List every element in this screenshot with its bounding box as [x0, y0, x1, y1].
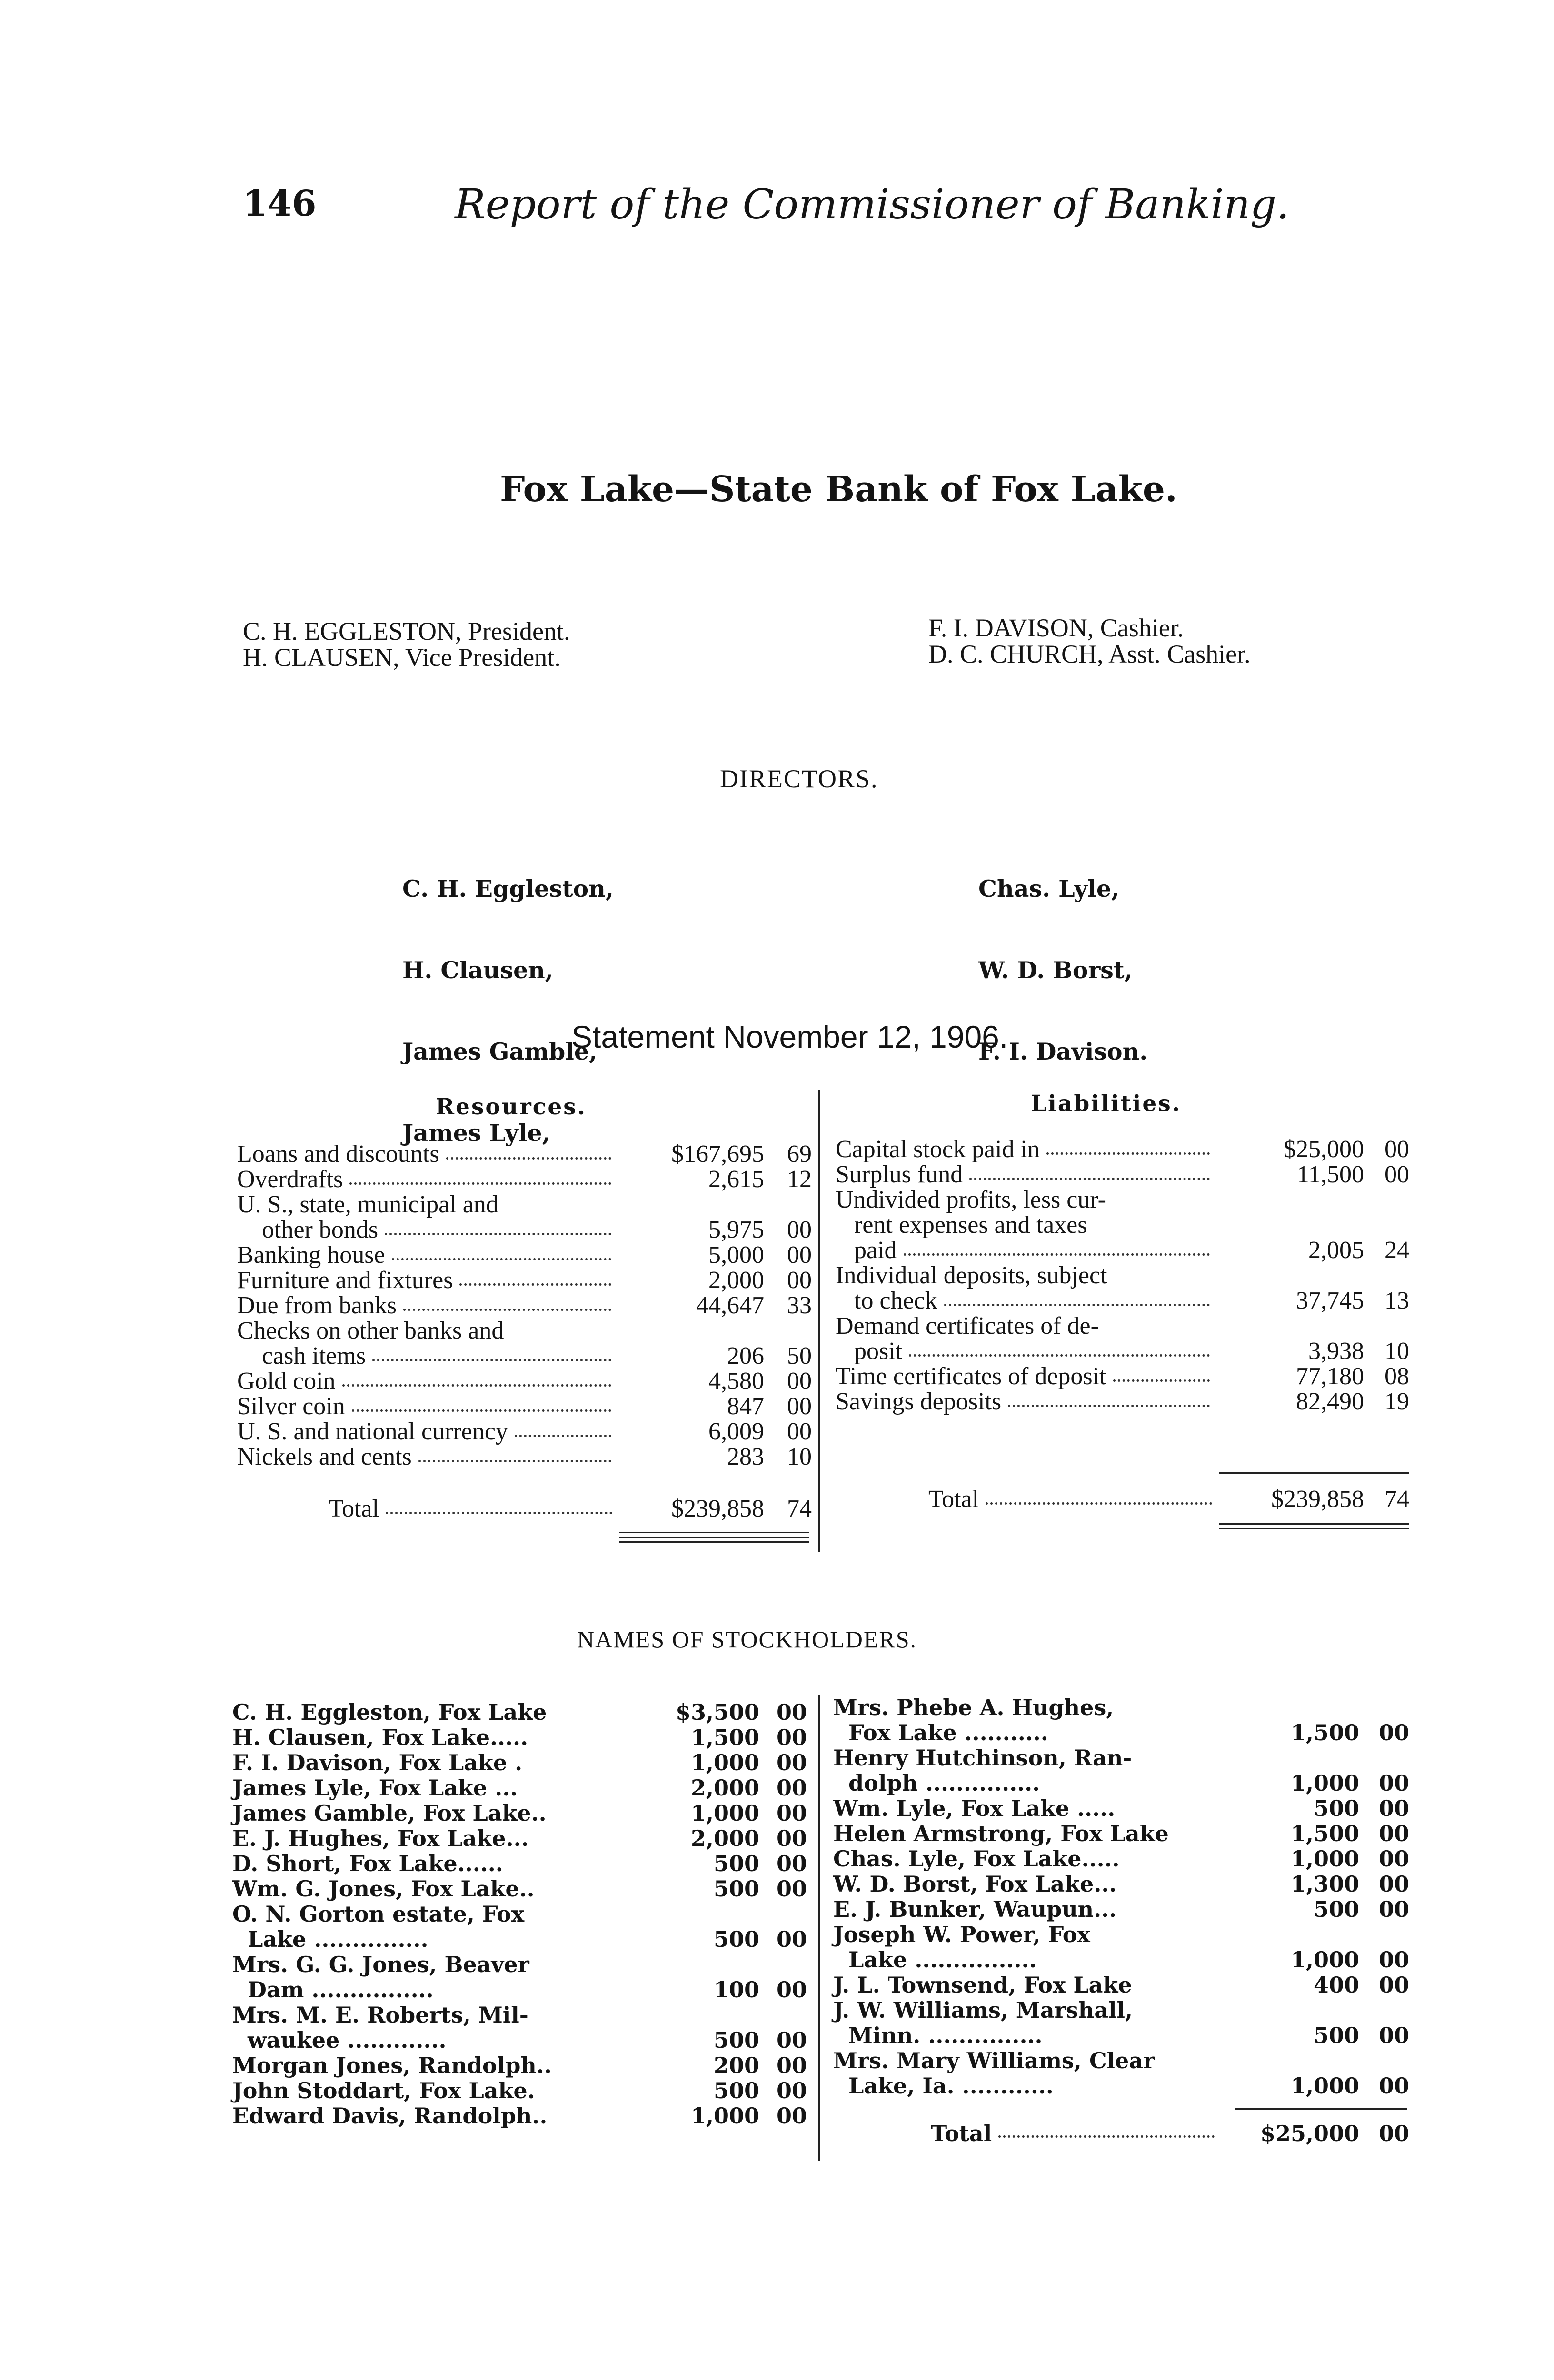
- resources-total-rule: [619, 1541, 809, 1543]
- directors-heading: DIRECTORS.: [720, 764, 878, 793]
- director-name: H. Clausen,: [402, 956, 553, 984]
- resource-row-label: Loans and discounts: [237, 1140, 439, 1168]
- stockholder-row: [232, 2078, 623, 2103]
- stockholder-row: [232, 2002, 623, 2028]
- resource-row: [237, 1418, 618, 1446]
- liability-row-label: to check: [836, 1287, 937, 1314]
- stockholder-row-cents: 00: [776, 2103, 807, 2129]
- liability-row-label: Surplus fund: [836, 1161, 963, 1188]
- stockholder-row: [232, 2027, 623, 2053]
- resource-row-label: Furniture and fixtures: [237, 1267, 453, 1294]
- stockholder-row: [833, 1922, 1224, 1947]
- stockholder-row-cents: 00: [1378, 1821, 1409, 1846]
- stockholder-row-cents: 00: [776, 1775, 807, 1801]
- resource-row-dollars: 4,580: [708, 1368, 764, 1395]
- stockholder-row-label: C. H. Eggleston, Fox Lake: [232, 1699, 547, 1725]
- stockholder-row: [833, 1997, 1224, 2023]
- stockholder-row-dollars: 500: [1313, 1896, 1359, 1922]
- stockholder-row-label: Mrs. G. G. Jones, Beaver: [232, 1952, 529, 1977]
- director-name: F. I. Davison.: [978, 1038, 1148, 1065]
- stockholders-heading: NAMES OF STOCKHOLDERS.: [577, 1626, 917, 1653]
- resource-row: [237, 1317, 618, 1345]
- stockholder-row-label: H. Clausen, Fox Lake.....: [232, 1725, 528, 1750]
- page-number: 146: [243, 183, 317, 224]
- stockholder-row-label: Fox Lake ...........: [833, 1720, 1048, 1745]
- officer-vice-president: H. CLAUSEN, Vice President.: [243, 643, 561, 672]
- stockholder-row-label: E. J. Bunker, Waupun...: [833, 1896, 1117, 1922]
- stockholder-row-dollars: 500: [713, 1851, 759, 1876]
- stockholder-row-label: waukee .............: [232, 2027, 447, 2053]
- stockholder-row: [232, 1952, 623, 1977]
- stockholder-row-label: J. W. Williams, Marshall,: [833, 1997, 1133, 2023]
- stockholder-row: [232, 2103, 623, 2129]
- stockholder-row-label: O. N. Gorton estate, Fox: [232, 1901, 525, 1927]
- liabilities-total-rule: [1219, 1472, 1409, 1474]
- resource-row-cents: 00: [787, 1393, 812, 1420]
- stockholder-row-label: Morgan Jones, Randolph..: [232, 2053, 552, 2078]
- resource-row-cents: 00: [787, 1368, 812, 1395]
- dot-leader: [909, 1354, 1210, 1357]
- liability-row-dollars: 77,180: [1296, 1363, 1364, 1390]
- stockholder-row-dollars: 500: [713, 2078, 759, 2103]
- stockholder-row-cents: 00: [1378, 2023, 1409, 2048]
- stockholder-row-label: Wm. Lyle, Fox Lake .....: [833, 1795, 1116, 1821]
- resource-row-label: Overdrafts: [237, 1166, 343, 1193]
- bank-title: Fox Lake—State Bank of Fox Lake.: [500, 469, 1177, 510]
- resource-row-dollars: 2,000: [708, 1267, 764, 1294]
- stockholder-row-dollars: 400: [1313, 1972, 1359, 1998]
- liabilities-heading: Liabilities.: [1031, 1091, 1182, 1117]
- liability-row-label: Time certificates of deposit: [836, 1363, 1106, 1390]
- stockholder-row-cents: 00: [1378, 1947, 1409, 1973]
- officer-asst-cashier: D. C. CHURCH, Asst. Cashier.: [928, 640, 1251, 668]
- resource-row-cents: 69: [787, 1140, 812, 1168]
- liability-row: [836, 1337, 1216, 1365]
- stockholder-row: [833, 2073, 1224, 2099]
- stockholder-row: [232, 1699, 623, 1725]
- stockholders-column-divider: [818, 1695, 820, 2161]
- stockholder-row: [232, 1851, 623, 1876]
- officer-cashier: F. I. DAVISON, Cashier.: [928, 614, 1184, 642]
- liability-row: [836, 1211, 1216, 1239]
- stockholder-row-cents: 00: [776, 1926, 807, 1952]
- stockholder-row: [232, 1750, 623, 1775]
- liability-row-label: Demand certificates of de-: [836, 1312, 1099, 1339]
- stockholder-row-label: W. D. Borst, Fox Lake...: [833, 1871, 1117, 1897]
- stockholder-row-label: F. I. Davison, Fox Lake .: [232, 1750, 523, 1775]
- liability-row: [836, 1186, 1216, 1214]
- stockholder-row-label: E. J. Hughes, Fox Lake...: [232, 1825, 529, 1851]
- stockholders-total-rule: [1235, 2108, 1407, 2110]
- liability-row-label: Capital stock paid in: [836, 1136, 1040, 1163]
- resource-row: [237, 1241, 618, 1269]
- stockholder-row-dollars: 2,000: [690, 1825, 759, 1851]
- stockholder-row-cents: 00: [776, 1800, 807, 1826]
- stockholder-row: [232, 1775, 623, 1801]
- stockholder-row-label: Edward Davis, Randolph..: [232, 2103, 548, 2129]
- stockholder-row-dollars: 1,000: [690, 1800, 759, 1826]
- stockholder-row-cents: 00: [776, 1977, 807, 2003]
- stockholder-row-label: Mrs. M. E. Roberts, Mil-: [232, 2002, 528, 2028]
- liability-row-cents: 08: [1385, 1363, 1409, 1390]
- resource-row: [237, 1392, 618, 1420]
- liability-row-dollars: 37,745: [1296, 1287, 1364, 1314]
- liability-row-label: Undivided profits, less cur-: [836, 1186, 1106, 1213]
- resources-total-rule: [619, 1532, 809, 1533]
- resource-row-label: U. S., state, municipal and: [237, 1191, 498, 1218]
- stockholder-row-cents: 00: [776, 1876, 807, 1902]
- resource-row-label: Gold coin: [237, 1368, 336, 1395]
- stockholder-row-dollars: 500: [713, 1926, 759, 1952]
- resource-row-dollars: 206: [727, 1342, 764, 1369]
- resources-total-rule: [619, 1537, 809, 1538]
- resource-row-label: Checks on other banks and: [237, 1317, 504, 1344]
- stockholder-row-label: Dam ................: [232, 1977, 434, 2003]
- stockholder-row-cents: 00: [776, 1825, 807, 1851]
- statement-heading: Statement November 12, 1906.: [571, 1019, 1008, 1054]
- stockholder-row-label: Wm. G. Jones, Fox Lake..: [232, 1876, 535, 1902]
- liability-row-cents: 24: [1385, 1237, 1409, 1264]
- stockholder-row-dollars: 1,000: [1290, 1947, 1359, 1973]
- stockholder-row-label: Mrs. Mary Williams, Clear: [833, 2048, 1155, 2073]
- resource-row: [237, 1291, 618, 1319]
- stockholder-row-cents: 00: [1378, 1720, 1409, 1745]
- stockholder-row-cents: 00: [1378, 1846, 1409, 1872]
- resource-row-cents: 00: [787, 1216, 812, 1243]
- stockholders-total-row-dollars: $25,000: [1260, 2121, 1359, 2146]
- stockholder-row-dollars: 1,000: [690, 1750, 759, 1775]
- stockholder-row: [833, 1972, 1224, 1998]
- director-name: C. H. Eggleston,: [402, 875, 614, 902]
- stockholder-row: [833, 1720, 1224, 1745]
- dot-leader: [352, 1409, 611, 1412]
- stockholder-row: [232, 1725, 623, 1750]
- resource-row: [237, 1443, 618, 1471]
- stockholder-row-label: Lake ...............: [232, 1926, 428, 1952]
- resource-row: [237, 1165, 618, 1193]
- stockholder-row: [833, 1947, 1224, 1973]
- resource-row: [237, 1266, 618, 1294]
- stockholder-row-dollars: 1,500: [690, 1725, 759, 1750]
- liability-row-label: posit: [836, 1338, 903, 1365]
- liability-row: [836, 1261, 1216, 1289]
- statement-column-divider: [818, 1090, 820, 1552]
- liability-row: [836, 1388, 1216, 1416]
- liability-row-label: Individual deposits, subject: [836, 1262, 1107, 1289]
- resource-row-label: Silver coin: [237, 1393, 345, 1420]
- stockholder-row-cents: 00: [1378, 1871, 1409, 1897]
- stockholder-row-cents: 00: [776, 1699, 807, 1725]
- resource-row: [237, 1140, 618, 1168]
- stockholder-row-label: Chas. Lyle, Fox Lake.....: [833, 1846, 1120, 1872]
- stockholder-row: [833, 1770, 1224, 1796]
- stockholder-row-cents: 00: [1378, 1972, 1409, 1998]
- liability-row-label: Savings deposits: [836, 1388, 1002, 1415]
- stockholder-row-dollars: 1,500: [1290, 1821, 1359, 1846]
- stockholder-row-label: Joseph W. Power, Fox: [833, 1922, 1090, 1947]
- resources-total-row-label: Total: [329, 1495, 379, 1522]
- stockholder-row: [232, 1901, 623, 1927]
- resource-row-label: U. S. and national currency: [237, 1418, 508, 1445]
- resource-row-cents: 50: [787, 1342, 812, 1369]
- liability-row: [836, 1287, 1216, 1315]
- stockholder-row-cents: 00: [776, 1851, 807, 1876]
- stockholder-row-label: Lake ................: [833, 1947, 1037, 1973]
- stockholder-row: [833, 1745, 1224, 1771]
- dot-leader: [342, 1384, 611, 1387]
- liability-row-cents: 19: [1385, 1388, 1409, 1415]
- liability-row-dollars: $25,000: [1284, 1136, 1364, 1163]
- stockholder-row: [232, 1926, 623, 1952]
- stockholders-total-row-cents: 00: [1378, 2121, 1409, 2146]
- stockholder-row-cents: 00: [776, 2027, 807, 2053]
- stockholder-row-dollars: 100: [713, 1977, 759, 2003]
- stockholders-total-row-label: Total: [931, 2121, 992, 2146]
- stockholder-row-cents: 00: [1378, 1770, 1409, 1796]
- resources-total-row-dollars: $239,858: [671, 1495, 764, 1522]
- resource-row-dollars: 5,975: [708, 1216, 764, 1243]
- liabilities-total-row-label: Total: [928, 1486, 979, 1513]
- stockholder-row-cents: 00: [776, 1750, 807, 1775]
- resource-row-dollars: 5,000: [708, 1241, 764, 1269]
- stockholder-row-cents: 00: [776, 2053, 807, 2078]
- resource-row-cents: 00: [787, 1241, 812, 1269]
- resource-row-label: Due from banks: [237, 1292, 397, 1319]
- resource-row: [237, 1342, 618, 1370]
- resource-row-dollars: 2,615: [708, 1166, 764, 1193]
- stockholder-row-dollars: 1,000: [1290, 2073, 1359, 2099]
- stockholder-row: [833, 2048, 1224, 2073]
- stockholder-row: [833, 2023, 1224, 2048]
- stockholder-row-dollars: 500: [713, 1876, 759, 1902]
- liability-row-dollars: 2,005: [1308, 1237, 1364, 1264]
- resource-row-cents: 12: [787, 1166, 812, 1193]
- director-name: James Gamble,: [402, 1038, 598, 1065]
- stockholder-row-dollars: 200: [713, 2053, 759, 2078]
- stockholder-row-dollars: 1,000: [1290, 1770, 1359, 1796]
- officer-president: C. H. EGGLESTON, President.: [243, 617, 570, 645]
- stockholder-row: [833, 1871, 1224, 1897]
- stockholder-row-label: James Gamble, Fox Lake..: [232, 1800, 547, 1826]
- resource-row-dollars: 6,009: [708, 1418, 764, 1445]
- resource-row-dollars: 44,647: [696, 1292, 764, 1319]
- liability-row: [836, 1160, 1216, 1189]
- stockholder-row: [232, 1825, 623, 1851]
- director-name: James Lyle,: [402, 1119, 550, 1147]
- stockholder-row-dollars: 500: [1313, 1795, 1359, 1821]
- running-title: Report of the Commissioner of Banking.: [455, 181, 1290, 228]
- stockholder-row: [833, 1896, 1224, 1922]
- stockholder-row-label: Helen Armstrong, Fox Lake: [833, 1821, 1169, 1846]
- liabilities-total-row-dollars: $239,858: [1271, 1486, 1364, 1513]
- resource-row-cents: 00: [787, 1267, 812, 1294]
- resources-heading: Resources.: [436, 1094, 587, 1120]
- stockholder-row-cents: 00: [1378, 1795, 1409, 1821]
- stockholder-row-label: John Stoddart, Fox Lake.: [232, 2078, 535, 2103]
- stockholder-row-label: J. L. Townsend, Fox Lake: [833, 1972, 1132, 1998]
- liabilities-total-rule: [1219, 1528, 1409, 1529]
- stockholder-row-dollars: 1,000: [1290, 1846, 1359, 1872]
- stockholder-row-dollars: 1,300: [1290, 1871, 1359, 1897]
- stockholder-row-cents: 00: [776, 2078, 807, 2103]
- liability-row-cents: 10: [1385, 1338, 1409, 1365]
- dot-leader: [904, 1253, 1210, 1256]
- liability-row-dollars: 3,938: [1308, 1338, 1364, 1365]
- liability-row-cents: 00: [1385, 1161, 1409, 1188]
- dot-leader: [944, 1304, 1210, 1306]
- resource-row-label: Banking house: [237, 1241, 385, 1269]
- stockholder-row-dollars: 500: [713, 2027, 759, 2053]
- stockholder-row-label: dolph ...............: [833, 1770, 1040, 1796]
- stockholder-row-cents: 00: [1378, 2073, 1409, 2099]
- resource-row: [237, 1367, 618, 1395]
- stockholder-row-dollars: 1,500: [1290, 1720, 1359, 1745]
- stockholder-row-label: Mrs. Phebe A. Hughes,: [833, 1695, 1114, 1720]
- director-name: W. D. Borst,: [978, 956, 1133, 984]
- resource-row-dollars: $167,695: [671, 1140, 764, 1168]
- stockholder-row: [833, 1846, 1224, 1872]
- liabilities-total-rule: [1219, 1523, 1409, 1525]
- liability-row-cents: 00: [1385, 1136, 1409, 1163]
- resource-row-cents: 33: [787, 1292, 812, 1319]
- resource-row-cents: 00: [787, 1418, 812, 1445]
- liabilities-total-row-cents: 74: [1385, 1486, 1409, 1513]
- liability-row: [836, 1135, 1216, 1163]
- stockholder-row-label: D. Short, Fox Lake......: [232, 1851, 503, 1876]
- stockholder-row: [232, 1977, 623, 2003]
- stockholder-row-dollars: $3,500: [675, 1699, 759, 1725]
- stockholder-row: [232, 2053, 623, 2078]
- resource-row-label: Nickels and cents: [237, 1443, 412, 1470]
- director-name: Chas. Lyle,: [978, 875, 1120, 902]
- stockholder-row-label: Minn. ...............: [833, 2023, 1043, 2048]
- resource-row: [237, 1190, 618, 1219]
- directors-left-list: [402, 821, 614, 1174]
- resource-row-label: cash items: [237, 1342, 366, 1369]
- liability-row-dollars: 11,500: [1296, 1161, 1364, 1188]
- resource-row: [237, 1216, 618, 1244]
- stockholder-row: [232, 1876, 623, 1902]
- liability-row-cents: 13: [1385, 1287, 1409, 1314]
- stockholder-row-label: James Lyle, Fox Lake ...: [232, 1775, 518, 1801]
- stockholder-row-label: Lake, Ia. ............: [833, 2073, 1054, 2099]
- stockholder-row-cents: 00: [776, 1725, 807, 1750]
- stockholder-row-dollars: 1,000: [690, 2103, 759, 2129]
- stockholder-row-label: Henry Hutchinson, Ran-: [833, 1745, 1132, 1771]
- stockholder-row-dollars: 500: [1313, 2023, 1359, 2048]
- stockholder-row: [232, 1800, 623, 1826]
- stockholder-row: [833, 1821, 1224, 1846]
- liability-row: [836, 1312, 1216, 1340]
- resource-row-label: other bonds: [237, 1216, 379, 1243]
- resource-row-dollars: 283: [727, 1443, 764, 1470]
- liability-row-dollars: 82,490: [1296, 1388, 1364, 1415]
- stockholder-row: [833, 1695, 1224, 1720]
- stockholder-row-cents: 00: [1378, 1896, 1409, 1922]
- stockholder-row-dollars: 2,000: [690, 1775, 759, 1801]
- liability-row: [836, 1236, 1216, 1264]
- liability-row-label: paid: [836, 1237, 897, 1264]
- resource-row-dollars: 847: [727, 1393, 764, 1420]
- liability-row: [836, 1362, 1216, 1390]
- liability-row-label: rent expenses and taxes: [836, 1211, 1087, 1239]
- dot-leader: [349, 1182, 611, 1185]
- stockholder-row: [833, 1795, 1224, 1821]
- resource-row-cents: 10: [787, 1443, 812, 1470]
- resources-total-row-cents: 74: [787, 1495, 812, 1522]
